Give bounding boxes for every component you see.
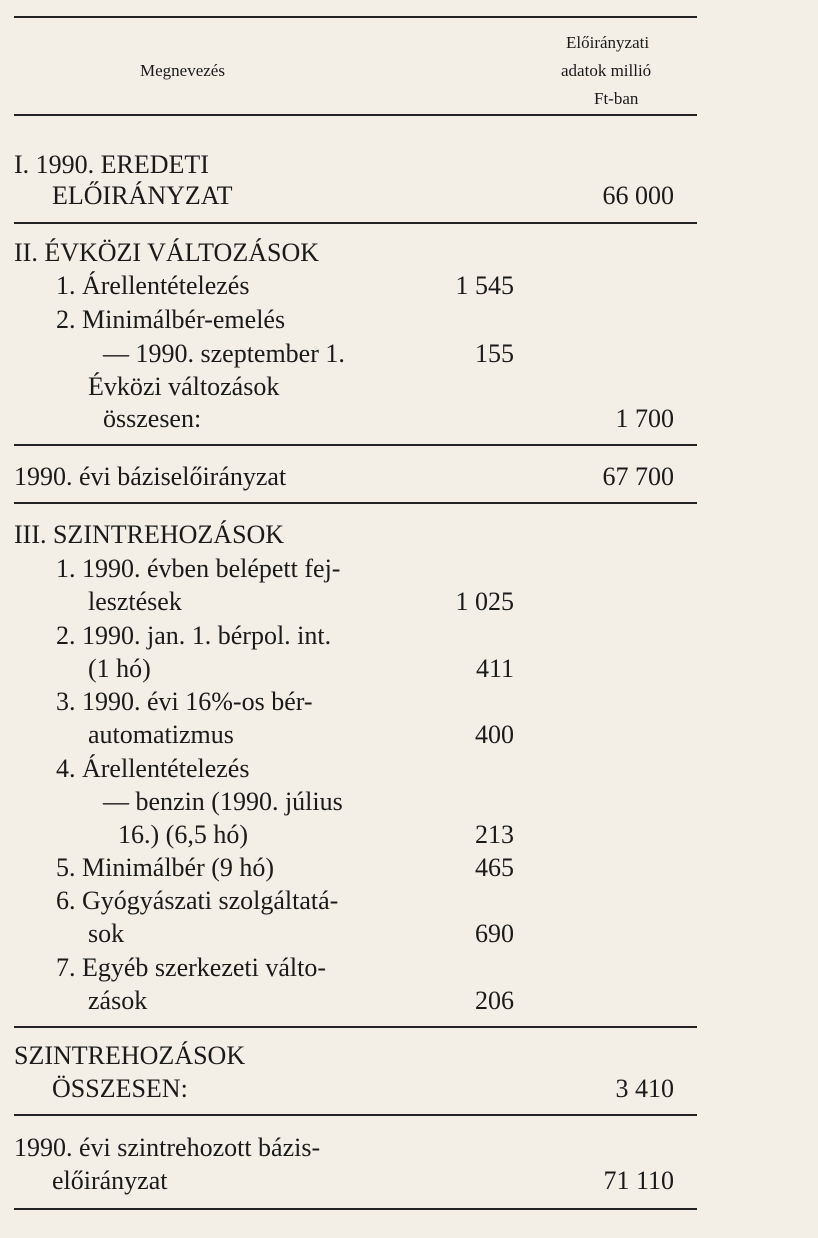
section3-item5-label: 5. Minimálbér (9 hó) — [56, 853, 275, 882]
section3-item4-label-cont: — benzin (1990. július — [103, 787, 343, 816]
section3-item6-value: 690 — [475, 919, 514, 948]
final-label-line1: 1990. évi szintrehozott bázis- — [14, 1133, 321, 1162]
section3-item5-value: 465 — [475, 853, 514, 882]
section1-total: 66 000 — [602, 181, 674, 210]
section1-title-line2: ELŐIRÁNYZAT — [52, 181, 233, 210]
section3-item3-value: 400 — [475, 720, 514, 749]
section2-item2-value: 155 — [475, 339, 514, 368]
section3-total-label-line2: ÖSSZESEN: — [52, 1074, 188, 1103]
section3-item1-label-cont: lesztések — [88, 587, 182, 616]
section3-item1-label: 1. 1990. évben belépett fej- — [56, 554, 341, 583]
section3-item4-label: 4. Árellentételezés — [56, 754, 250, 783]
section1-title-line1: I. 1990. EREDETI — [14, 150, 209, 179]
section3-item6-label: 6. Gyógyászati szolgáltatá- — [56, 886, 339, 915]
rule-after-section1 — [14, 222, 697, 224]
section3-item7-label: 7. Egyéb szerkezeti válto- — [56, 953, 326, 982]
section2-subtotal-label-line2: összesen: — [103, 404, 202, 433]
final-label-line2: előirányzat — [52, 1166, 168, 1195]
section3-total-label-line1: SZINTREHOZÁSOK — [14, 1041, 246, 1070]
section2-title: II. ÉVKÖZI VÁLTOZÁSOK — [14, 238, 320, 267]
section3-item7-value: 206 — [475, 986, 514, 1015]
rule-after-section2 — [14, 444, 697, 446]
section3-item1-value: 1 025 — [455, 587, 514, 616]
rule-after-base — [14, 502, 697, 504]
top-rule — [14, 16, 697, 18]
bottom-rule — [14, 1208, 697, 1210]
section3-item2-label: 2. 1990. jan. 1. bérpol. int. — [56, 621, 332, 650]
section2-subtotal: 1 700 — [615, 404, 674, 433]
column-header-value-2: adatok millió — [561, 61, 652, 80]
section3-title: III. SZINTREHOZÁSOK — [14, 520, 285, 549]
section2-item2-sublabel: — 1990. szeptember 1. — [103, 339, 345, 368]
section3-item3-label: 3. 1990. évi 16%-os bér- — [56, 687, 313, 716]
section3-item3-label-cont: automatizmus — [88, 720, 234, 749]
column-header-value-1: Előirányzati — [566, 33, 650, 52]
final-value: 71 110 — [603, 1166, 674, 1195]
base-value: 67 700 — [602, 462, 674, 491]
header-rule — [14, 114, 697, 116]
section2-item1-label: 1. Árellentételezés — [56, 271, 250, 300]
section3-item6-label-cont: sok — [88, 919, 125, 948]
section3-total: 3 410 — [615, 1074, 674, 1103]
column-header-value-3: Ft-ban — [594, 89, 639, 108]
base-label: 1990. évi báziselőirányzat — [14, 462, 287, 491]
section3-item4-label-cont2: 16.) (6,5 hó) — [118, 820, 248, 849]
section3-item7-label-cont: zások — [88, 986, 148, 1015]
rule-before-section3-total — [14, 1026, 697, 1028]
section3-item4-value: 213 — [475, 820, 514, 849]
column-header-name: Megnevezés — [140, 61, 225, 80]
section2-item2-label: 2. Minimálbér-emelés — [56, 305, 286, 334]
section2-item1-value: 1 545 — [455, 271, 514, 300]
rule-after-section3-total — [14, 1114, 697, 1116]
section3-item2-value: 411 — [475, 654, 514, 683]
section2-subtotal-label-line1: Évközi változások — [88, 372, 280, 401]
section3-item2-label-cont: (1 hó) — [88, 654, 151, 683]
